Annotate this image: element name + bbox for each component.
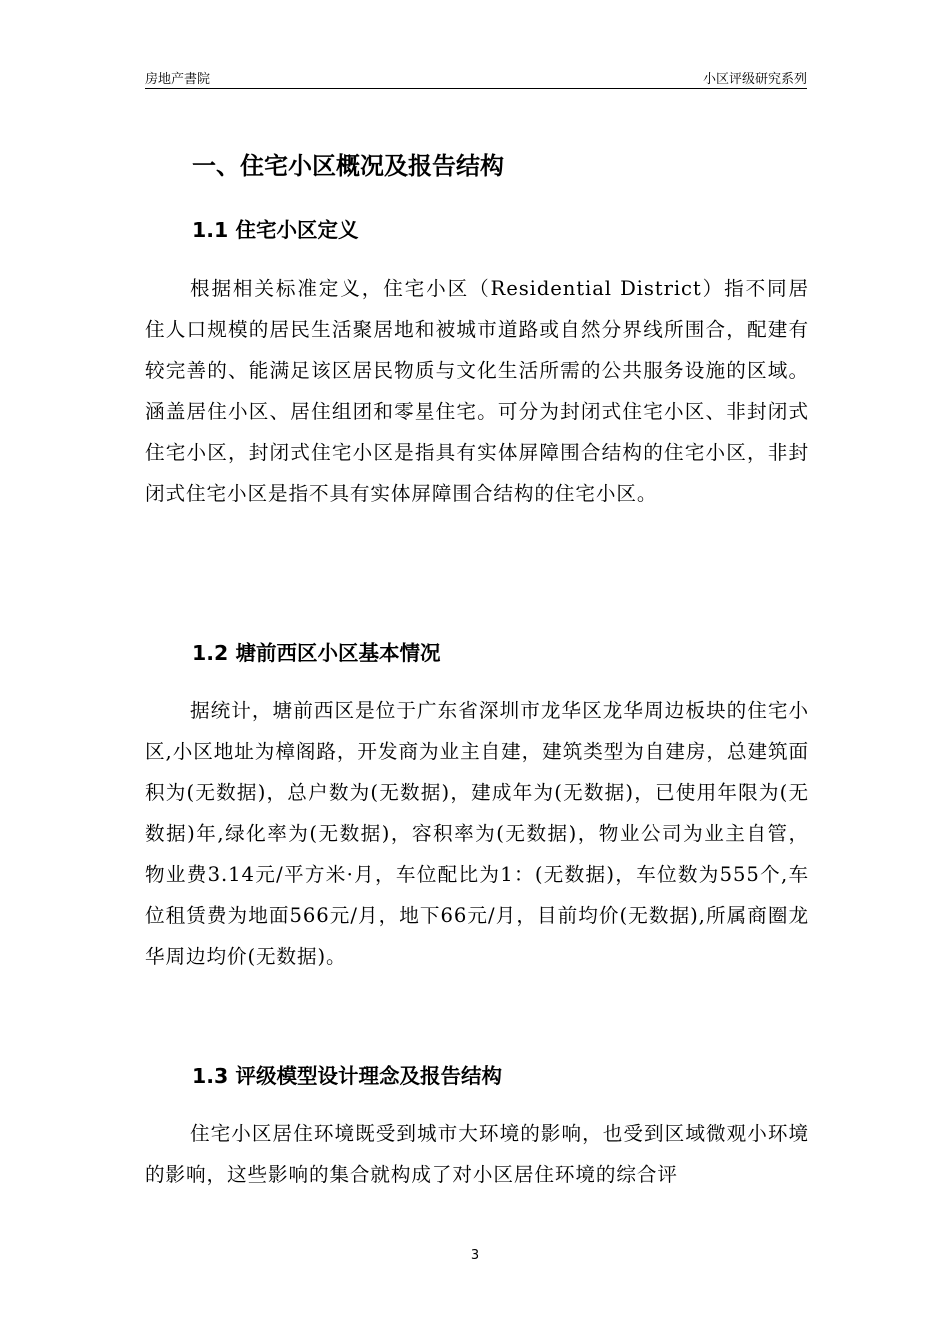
page-header [145, 66, 807, 89]
heading-1-3: 1.3 评级模型设计理念及报告结构 [192, 1064, 502, 1088]
page-number: 3 [470, 1248, 480, 1263]
header-right-title: 小区评级研究系列 [702, 72, 807, 87]
paragraph-1-3: 住宅小区居住环境既受到城市大环境的影响，也受到区域微观小环境的影响，这些影响的集合就构成了对小区居住环境的综合评 [145, 1122, 809, 1186]
paragraph-1-2: 据统计，塘前西区是位于广东省深圳市龙华区龙华周边板块的住宅小区,小区地址为樟阁路，开发商为业主自建，建筑类型为自建房，总建筑面积为(无数据)，总户数为(无数据)，建成年为(无数据)，已使用年限为(无数据)年,绿化率为(无数据)，容积率为(无数据)，物业公司为业主自管，物业费3.14元/平方米·月，车位配比为1：(无数据)，车位数为555个,车位租赁费为地面566元/月，地下66元/月，目前均价(无数据),所属商圈龙华周边均价(无数据)。 [145, 699, 809, 968]
heading-1-2: 1.2 塘前西区小区基本情况 [192, 641, 441, 665]
heading-1-1: 1.1 住宅小区定义 [192, 218, 359, 242]
header-left-title: 房地产書院 [145, 72, 211, 87]
section-title: 一、住宅小区概况及报告结构 [192, 152, 504, 180]
paragraph-1-1: 根据相关标准定义，住宅小区（Residential District）指不同居住人口规模的居民生活聚居地和被城市道路或自然分界线所围合，配建有较完善的、能满足该区居民物质与文化生活所需的公共服务设施的区域。涵盖居住小区、居住组团和零星住宅。可分为封闭式住宅小区、非封闭式住宅小区，封闭式住宅小区是指具有实体屏障围合结构的住宅小区，非封闭式住宅小区是指不具有实体屏障围合结构的住宅小区。 [145, 277, 809, 505]
